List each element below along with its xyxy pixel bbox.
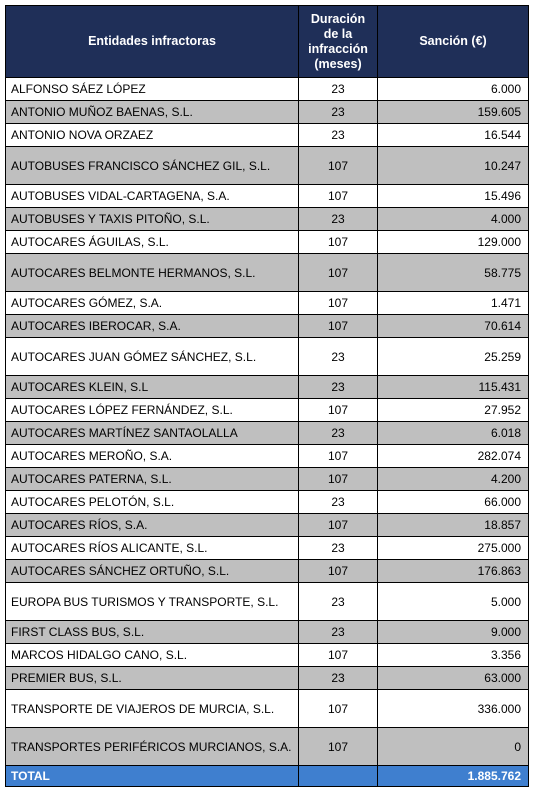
table-row <box>6 468 529 491</box>
sanction-cell: 5.000 <box>378 583 529 621</box>
table-row <box>6 537 529 560</box>
entity-cell: AUTOCARES JUAN GÓMEZ SÁNCHEZ, S.L. <box>6 338 299 376</box>
duration-cell: 107 <box>299 644 378 667</box>
table-row <box>6 621 529 644</box>
total-duration-cell <box>299 766 378 787</box>
duration-cell: 23 <box>299 376 378 399</box>
table-row <box>6 185 529 208</box>
duration-cell: 107 <box>299 445 378 468</box>
entity-cell: AUTOCARES PELOTÓN, S.L. <box>6 491 299 514</box>
total-sanction: 1.885.762 <box>378 766 529 787</box>
sanction-cell: 3.356 <box>378 644 529 667</box>
header-entity: Entidades infractoras <box>6 6 299 78</box>
table-row <box>6 667 529 690</box>
sanction-cell: 336.000 <box>378 690 529 728</box>
entity-cell: AUTOBUSES VIDAL-CARTAGENA, S.A. <box>6 185 299 208</box>
entity-cell: PREMIER BUS, S.L. <box>6 667 299 690</box>
table-row <box>6 422 529 445</box>
entity-cell: AUTOCARES ÁGUILAS, S.L. <box>6 231 299 254</box>
duration-cell: 107 <box>299 254 378 292</box>
duration-cell: 107 <box>299 728 378 766</box>
entity-cell: FIRST CLASS BUS, S.L. <box>6 621 299 644</box>
duration-cell: 107 <box>299 399 378 422</box>
sanction-cell: 10.247 <box>378 147 529 185</box>
entity-cell: ALFONSO SÁEZ LÓPEZ <box>6 78 299 101</box>
sanctions-table <box>5 5 529 787</box>
sanction-cell: 115.431 <box>378 376 529 399</box>
sanction-cell: 0 <box>378 728 529 766</box>
table-row <box>6 101 529 124</box>
sanction-cell: 25.259 <box>378 338 529 376</box>
sanction-cell: 66.000 <box>378 491 529 514</box>
entity-cell: AUTOCARES BELMONTE HERMANOS, S.L. <box>6 254 299 292</box>
entity-cell: MARCOS HIDALGO CANO, S.L. <box>6 644 299 667</box>
table-row <box>6 254 529 292</box>
sanction-cell: 6.018 <box>378 422 529 445</box>
entity-cell: AUTOCARES GÓMEZ, S.A. <box>6 292 299 315</box>
duration-cell: 107 <box>299 147 378 185</box>
table-row <box>6 399 529 422</box>
sanction-cell: 63.000 <box>378 667 529 690</box>
sanction-cell: 70.614 <box>378 315 529 338</box>
table-row <box>6 445 529 468</box>
entity-cell: TRANSPORTE DE VIAJEROS DE MURCIA, S.L. <box>6 690 299 728</box>
duration-cell: 23 <box>299 537 378 560</box>
table-row <box>6 231 529 254</box>
sanction-cell: 159.605 <box>378 101 529 124</box>
table-row <box>6 728 529 766</box>
sanction-cell: 9.000 <box>378 621 529 644</box>
entity-cell: AUTOCARES RÍOS ALICANTE, S.L. <box>6 537 299 560</box>
sanction-cell: 176.863 <box>378 560 529 583</box>
duration-cell: 23 <box>299 101 378 124</box>
table-row <box>6 514 529 537</box>
entity-cell: AUTOCARES PATERNA, S.L. <box>6 468 299 491</box>
sanction-cell: 6.000 <box>378 78 529 101</box>
total-row <box>6 766 529 787</box>
sanction-cell: 275.000 <box>378 537 529 560</box>
duration-cell: 107 <box>299 315 378 338</box>
table-row <box>6 583 529 621</box>
entity-cell: AUTOCARES IBEROCAR, S.A. <box>6 315 299 338</box>
entity-cell: AUTOCARES KLEIN, S.L <box>6 376 299 399</box>
entity-cell: AUTOBUSES Y TAXIS PITOÑO, S.L. <box>6 208 299 231</box>
table-row <box>6 315 529 338</box>
entity-cell: ANTONIO MUÑOZ BAENAS, S.L. <box>6 101 299 124</box>
entity-cell: AUTOCARES MARTÍNEZ SANTAOLALLA <box>6 422 299 445</box>
header-sanction: Sanción (€) <box>378 6 529 78</box>
header-duration: Duración de la infracción (meses) <box>299 6 378 78</box>
entity-cell: ANTONIO NOVA ORZAEZ <box>6 124 299 147</box>
sanction-cell: 4.200 <box>378 468 529 491</box>
duration-cell: 107 <box>299 231 378 254</box>
entity-cell: AUTOCARES RÍOS, S.A. <box>6 514 299 537</box>
duration-cell: 23 <box>299 208 378 231</box>
table-row <box>6 690 529 728</box>
duration-cell: 23 <box>299 667 378 690</box>
duration-cell: 107 <box>299 560 378 583</box>
table-row <box>6 560 529 583</box>
duration-cell: 107 <box>299 185 378 208</box>
sanction-cell: 27.952 <box>378 399 529 422</box>
duration-cell: 107 <box>299 468 378 491</box>
entity-cell: TRANSPORTES PERIFÉRICOS MURCIANOS, S.A. <box>6 728 299 766</box>
table-header-row <box>6 6 529 78</box>
duration-cell: 107 <box>299 514 378 537</box>
table-row <box>6 124 529 147</box>
sanction-cell: 129.000 <box>378 231 529 254</box>
entity-cell: AUTOCARES MEROÑO, S.A. <box>6 445 299 468</box>
entity-cell: EUROPA BUS TURISMOS Y TRANSPORTE, S.L. <box>6 583 299 621</box>
entity-cell: AUTOCARES LÓPEZ FERNÁNDEZ, S.L. <box>6 399 299 422</box>
duration-cell: 23 <box>299 621 378 644</box>
table-row <box>6 78 529 101</box>
sanction-cell: 16.544 <box>378 124 529 147</box>
table-row <box>6 376 529 399</box>
sanction-cell: 15.496 <box>378 185 529 208</box>
duration-cell: 107 <box>299 292 378 315</box>
table-row <box>6 292 529 315</box>
sanction-cell: 282.074 <box>378 445 529 468</box>
table-row <box>6 147 529 185</box>
table-row <box>6 644 529 667</box>
duration-cell: 23 <box>299 78 378 101</box>
sanction-cell: 58.775 <box>378 254 529 292</box>
duration-cell: 23 <box>299 422 378 445</box>
table-row <box>6 338 529 376</box>
duration-cell: 23 <box>299 124 378 147</box>
sanction-cell: 1.471 <box>378 292 529 315</box>
duration-cell: 23 <box>299 491 378 514</box>
sanction-cell: 18.857 <box>378 514 529 537</box>
total-label: TOTAL <box>6 766 299 787</box>
entity-cell: AUTOBUSES FRANCISCO SÁNCHEZ GIL, S.L. <box>6 147 299 185</box>
table-row <box>6 491 529 514</box>
entity-cell: AUTOCARES SÁNCHEZ ORTUÑO, S.L. <box>6 560 299 583</box>
duration-cell: 107 <box>299 690 378 728</box>
table-row <box>6 208 529 231</box>
sanction-cell: 4.000 <box>378 208 529 231</box>
duration-cell: 23 <box>299 583 378 621</box>
duration-cell: 23 <box>299 338 378 376</box>
